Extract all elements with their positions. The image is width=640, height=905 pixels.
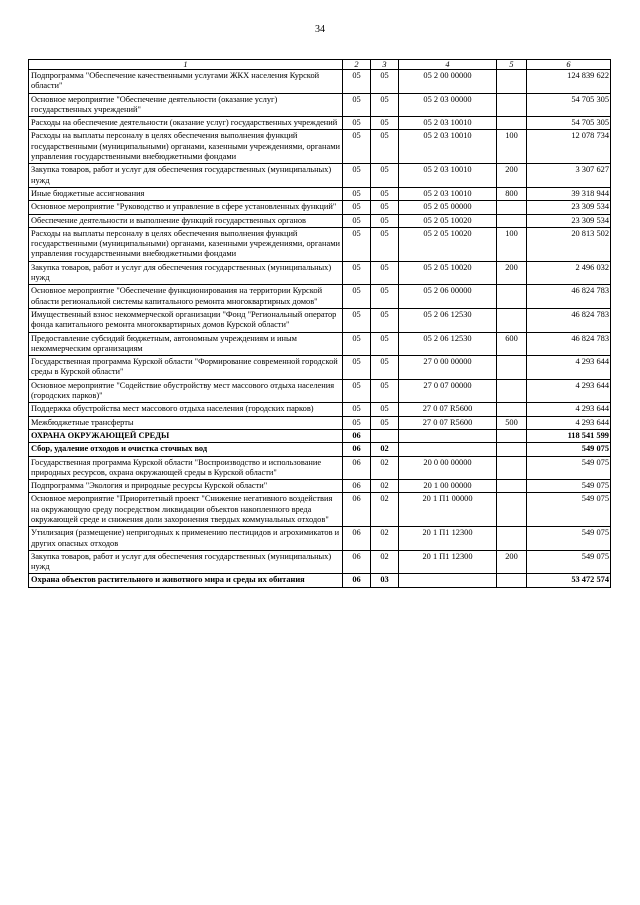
header-cell: 2 (343, 60, 371, 70)
amount-cell: 549 075 (527, 493, 611, 527)
target-article-cell: 05 2 06 12530 (399, 308, 497, 332)
amount-cell: 549 075 (527, 550, 611, 574)
table-row (29, 187, 611, 200)
item-name-cell: Основное мероприятие "Руководство и управление в сфере установленных функций" (29, 201, 343, 214)
target-article-cell: 05 2 05 10020 (399, 227, 497, 261)
table-row (29, 456, 611, 480)
item-name-cell: Иные бюджетные ассигнования (29, 187, 343, 200)
section-code-cell: 05 (371, 70, 399, 94)
item-name-cell: Расходы на выплаты персоналу в целях обеспечения выполнения функций государственными (муниципальными) органами, казенными учреждениями, органами управления государственными внебюджетными фондами (29, 227, 343, 261)
expense-type-cell (497, 443, 527, 456)
table-row (29, 214, 611, 227)
expense-type-cell (497, 70, 527, 94)
section-code-cell: 05 (371, 308, 399, 332)
amount-cell: 124 839 622 (527, 70, 611, 94)
item-name-cell: Обеспечение деятельности и выполнение функций государственных органов (29, 214, 343, 227)
target-article-cell: 05 2 03 10010 (399, 187, 497, 200)
ministry-code-cell: 05 (343, 261, 371, 285)
ministry-code-cell: 05 (343, 416, 371, 429)
target-article-cell: 20 1 П1 00000 (399, 493, 497, 527)
item-name-cell: Закупка товаров, работ и услуг для обеспечения государственных (муниципальных) нужд (29, 550, 343, 574)
expense-type-cell (497, 308, 527, 332)
target-article-cell (399, 429, 497, 442)
section-code-cell: 02 (371, 443, 399, 456)
expense-type-cell: 200 (497, 261, 527, 285)
ministry-code-cell: 05 (343, 403, 371, 416)
target-article-cell: 05 2 05 10020 (399, 261, 497, 285)
section-code-cell: 05 (371, 93, 399, 117)
amount-cell: 20 813 502 (527, 227, 611, 261)
target-article-cell: 27 0 07 R5600 (399, 403, 497, 416)
header-cell: 4 (399, 60, 497, 70)
ministry-code-cell: 06 (343, 429, 371, 442)
table-row (29, 443, 611, 456)
expense-type-cell (497, 356, 527, 380)
header-cell: 5 (497, 60, 527, 70)
ministry-code-cell: 06 (343, 480, 371, 493)
ministry-code-cell: 05 (343, 70, 371, 94)
section-code-cell: 03 (371, 574, 399, 587)
table-row (29, 403, 611, 416)
expense-type-cell (497, 480, 527, 493)
target-article-cell: 20 1 П1 12300 (399, 550, 497, 574)
table-row (29, 480, 611, 493)
amount-cell: 549 075 (527, 527, 611, 551)
header-row (29, 60, 611, 70)
ministry-code-cell: 06 (343, 456, 371, 480)
expense-type-cell: 600 (497, 332, 527, 356)
amount-cell: 2 496 032 (527, 261, 611, 285)
target-article-cell: 27 0 07 00000 (399, 379, 497, 403)
target-article-cell: 20 0 00 00000 (399, 456, 497, 480)
ministry-code-cell: 05 (343, 117, 371, 130)
amount-cell: 4 293 644 (527, 416, 611, 429)
table-row (29, 416, 611, 429)
section-code-cell: 05 (371, 201, 399, 214)
amount-cell: 53 472 574 (527, 574, 611, 587)
table-row (29, 308, 611, 332)
section-code-cell: 02 (371, 456, 399, 480)
ministry-code-cell: 05 (343, 285, 371, 309)
section-code-cell: 05 (371, 214, 399, 227)
ministry-code-cell: 05 (343, 93, 371, 117)
amount-cell: 4 293 644 (527, 403, 611, 416)
amount-cell: 549 075 (527, 456, 611, 480)
ministry-code-cell: 05 (343, 130, 371, 164)
section-code-cell: 05 (371, 403, 399, 416)
expense-type-cell (497, 214, 527, 227)
section-code-cell: 02 (371, 550, 399, 574)
amount-cell: 23 309 534 (527, 201, 611, 214)
section-code-cell: 05 (371, 164, 399, 188)
header-cell: 6 (527, 60, 611, 70)
ministry-code-cell: 05 (343, 187, 371, 200)
target-article-cell: 05 2 03 10010 (399, 130, 497, 164)
target-article-cell (399, 443, 497, 456)
section-code-cell: 05 (371, 227, 399, 261)
target-article-cell: 05 2 00 00000 (399, 70, 497, 94)
item-name-cell: Имущественный взнос некоммерческой организации "Фонд "Региональный оператор фонда капитального ремонта многоквартирных домов Курской области" (29, 308, 343, 332)
section-code-cell: 05 (371, 187, 399, 200)
item-name-cell: Расходы на выплаты персоналу в целях обеспечения выполнения функций государственными (муниципальными) органами, казенными учреждениями, органами управления государственными внебюджетными фондами (29, 130, 343, 164)
table-row (29, 550, 611, 574)
item-name-cell: Закупка товаров, работ и услуг для обеспечения государственных (муниципальных) нужд (29, 164, 343, 188)
amount-cell: 46 824 783 (527, 285, 611, 309)
item-name-cell: Межбюджетные трансферты (29, 416, 343, 429)
table-row (29, 429, 611, 442)
header-cell: 3 (371, 60, 399, 70)
table-row (29, 356, 611, 380)
expense-type-cell (497, 456, 527, 480)
ministry-code-cell: 05 (343, 308, 371, 332)
page-number: 34 (315, 24, 325, 35)
table-row (29, 332, 611, 356)
table-row (29, 130, 611, 164)
item-name-cell: Закупка товаров, работ и услуг для обеспечения государственных (муниципальных) нужд (29, 261, 343, 285)
target-article-cell: 05 2 06 00000 (399, 285, 497, 309)
section-code-cell: 05 (371, 130, 399, 164)
section-code-cell: 05 (371, 117, 399, 130)
target-article-cell: 05 2 03 00000 (399, 93, 497, 117)
amount-cell: 118 541 599 (527, 429, 611, 442)
table-row (29, 261, 611, 285)
item-name-cell: Основное мероприятие "Приоритетный проект "Снижение негативного воздействия на окружающую среду посредством ликвидации объектов накопленного вреда окружающей среде и снижения доли захоронения твердых коммунальных отходов" (29, 493, 343, 527)
target-article-cell: 05 2 05 00000 (399, 201, 497, 214)
ministry-code-cell: 05 (343, 164, 371, 188)
table-row (29, 93, 611, 117)
item-name-cell: Подпрограмма "Обеспечение качественными услугами ЖКХ населения Курской области" (29, 70, 343, 94)
item-name-cell: Сбор, удаление отходов и очистка сточных вод (29, 443, 343, 456)
item-name-cell: Основное мероприятие "Обеспечение деятельности (оказание услуг) государственных учреждений" (29, 93, 343, 117)
ministry-code-cell: 05 (343, 379, 371, 403)
target-article-cell: 27 0 00 00000 (399, 356, 497, 380)
amount-cell: 54 705 305 (527, 117, 611, 130)
amount-cell: 549 075 (527, 480, 611, 493)
ministry-code-cell: 05 (343, 332, 371, 356)
ministry-code-cell: 06 (343, 493, 371, 527)
expense-type-cell (497, 201, 527, 214)
amount-cell: 46 824 783 (527, 308, 611, 332)
table-row (29, 574, 611, 587)
expense-type-cell: 100 (497, 130, 527, 164)
item-name-cell: Предоставление субсидий бюджетным, автономным учреждениям и иным некоммерческим организациям (29, 332, 343, 356)
section-code-cell: 02 (371, 527, 399, 551)
item-name-cell: ОХРАНА ОКРУЖАЮЩЕЙ СРЕДЫ (29, 429, 343, 442)
target-article-cell: 20 1 П1 12300 (399, 527, 497, 551)
section-code-cell: 05 (371, 285, 399, 309)
section-code-cell: 05 (371, 416, 399, 429)
section-code-cell: 02 (371, 480, 399, 493)
expense-type-cell (497, 403, 527, 416)
amount-cell: 46 824 783 (527, 332, 611, 356)
amount-cell: 39 318 944 (527, 187, 611, 200)
section-code-cell: 02 (371, 493, 399, 527)
section-code-cell: 05 (371, 261, 399, 285)
expense-type-cell: 200 (497, 550, 527, 574)
ministry-code-cell: 05 (343, 214, 371, 227)
ministry-code-cell: 06 (343, 550, 371, 574)
table-row (29, 493, 611, 527)
item-name-cell: Утилизация (размещение) непригодных к применению пестицидов и агрохимикатов и других опасных отходов (29, 527, 343, 551)
ministry-code-cell: 05 (343, 201, 371, 214)
item-name-cell: Поддержка обустройства мест массового отдыха населения (городских парков) (29, 403, 343, 416)
table-row (29, 164, 611, 188)
expense-type-cell: 800 (497, 187, 527, 200)
target-article-cell: 05 2 06 12530 (399, 332, 497, 356)
table-row (29, 117, 611, 130)
ministry-code-cell: 05 (343, 227, 371, 261)
budget-table (28, 59, 611, 588)
target-article-cell: 05 2 05 10020 (399, 214, 497, 227)
amount-cell: 4 293 644 (527, 356, 611, 380)
target-article-cell: 05 2 03 10010 (399, 164, 497, 188)
amount-cell: 12 078 734 (527, 130, 611, 164)
ministry-code-cell: 06 (343, 574, 371, 587)
expense-type-cell: 100 (497, 227, 527, 261)
target-article-cell: 05 2 03 10010 (399, 117, 497, 130)
target-article-cell (399, 574, 497, 587)
amount-cell: 54 705 305 (527, 93, 611, 117)
table-row (29, 527, 611, 551)
target-article-cell: 20 1 00 00000 (399, 480, 497, 493)
item-name-cell: Расходы на обеспечение деятельности (оказание услуг) государственных учреждений (29, 117, 343, 130)
section-code-cell: 05 (371, 379, 399, 403)
table-row (29, 379, 611, 403)
amount-cell: 23 309 534 (527, 214, 611, 227)
expense-type-cell (497, 93, 527, 117)
expense-type-cell (497, 429, 527, 442)
section-code-cell: 05 (371, 332, 399, 356)
amount-cell: 4 293 644 (527, 379, 611, 403)
expense-type-cell: 500 (497, 416, 527, 429)
header-cell: 1 (29, 60, 343, 70)
expense-type-cell (497, 527, 527, 551)
section-code-cell: 05 (371, 356, 399, 380)
ministry-code-cell: 05 (343, 356, 371, 380)
item-name-cell: Основное мероприятие "Обеспечение функционирования на территории Курской области региональной системы капитального ремонта многоквартирных домов" (29, 285, 343, 309)
target-article-cell: 27 0 07 R5600 (399, 416, 497, 429)
table-row (29, 70, 611, 94)
expense-type-cell (497, 285, 527, 309)
ministry-code-cell: 06 (343, 443, 371, 456)
item-name-cell: Государственная программа Курской области "Воспроизводство и использование природных ресурсов, охрана окружающей среды в Курской области" (29, 456, 343, 480)
table-row (29, 227, 611, 261)
expense-type-cell (497, 379, 527, 403)
expense-type-cell (497, 117, 527, 130)
amount-cell: 3 307 627 (527, 164, 611, 188)
expense-type-cell (497, 574, 527, 587)
table-row (29, 285, 611, 309)
expense-type-cell (497, 493, 527, 527)
amount-cell: 549 075 (527, 443, 611, 456)
table-row (29, 201, 611, 214)
section-code-cell (371, 429, 399, 442)
expense-type-cell: 200 (497, 164, 527, 188)
item-name-cell: Основное мероприятие "Содействие обустройству мест массового отдыха населения (городских парков)" (29, 379, 343, 403)
item-name-cell: Государственная программа Курской области "Формирование современной городской среды в Курской области" (29, 356, 343, 380)
item-name-cell: Подпрограмма "Экология и природные ресурсы Курской области" (29, 480, 343, 493)
item-name-cell: Охрана объектов растительного и животного мира и среды их обитания (29, 574, 343, 587)
ministry-code-cell: 06 (343, 527, 371, 551)
